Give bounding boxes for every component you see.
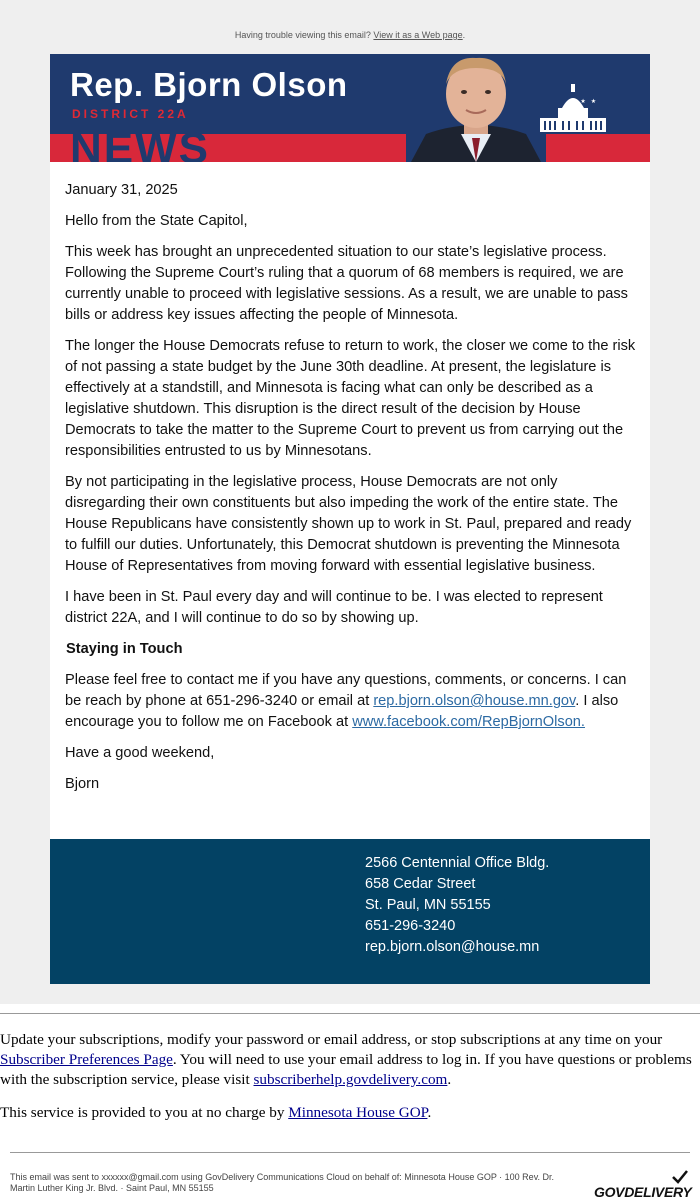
- newsletter-banner: [50, 54, 650, 162]
- staying-in-touch-heading: Staying in Touch: [66, 641, 183, 657]
- letter-closing: Have a good weekend,: [65, 745, 215, 761]
- govdelivery-wordmark: GOVDELIVERY: [594, 1184, 692, 1200]
- letter-signature: Bjorn: [65, 776, 100, 792]
- address-line-city: St. Paul, MN 55155: [365, 897, 491, 913]
- subscriber-help-link[interactable]: subscriberhelp.govdelivery.com: [253, 1071, 448, 1088]
- rep-portrait-photo: [406, 54, 546, 162]
- subscription-paragraph: Update your subscriptions, modify your password or email address, or stop subscriptions at any time on your Subscriber Preferences Page. You will need to use your email address to log in. If you have questions or problems with the subscription service, please visit subscriberhelp.govdelivery.com.: [0, 1031, 692, 1088]
- banner-rep-name: Rep. Bjorn Olson: [70, 66, 348, 103]
- address-line-email: rep.bjorn.olson@house.mn: [365, 939, 540, 955]
- service-paragraph: This service is provided to you at no charge by Minnesota House GOP.: [0, 1104, 432, 1121]
- letter-paragraph-2: The longer the House Democrats refuse to return to work, the closer we come to the risk of not passing a state budget by the June 30th deadline. At present, the legislature is effectively at a standstill, and Minnesota is facing what can only be described as a legislative shutdown. This disruption is the direct result of the decision by House Democrats to take the matter to the Supreme Court to prevent us from carrying out the responsibilities entrusted to us by Minnesotans.: [65, 338, 636, 459]
- contact-paragraph: Please feel free to contact me if you have any questions, comments, or concerns. I can be reach by phone at 651-296-3240 or email at rep.bjorn.olson@house.mn.gov. I also encourage you to follow me on Facebook at www.facebook.com/RepBjornOlson.: [65, 672, 627, 730]
- banner-district: DISTRICT 22A: [72, 107, 189, 121]
- letter-body: [65, 180, 637, 805]
- email-link[interactable]: rep.bjorn.olson@house.mn.gov: [373, 693, 576, 709]
- govdelivery-check-icon: [672, 1170, 688, 1184]
- trouble-viewing-text: Having trouble viewing this email?: [234, 30, 371, 40]
- address-line-street: 658 Cedar Street: [365, 876, 476, 892]
- fine-print-divider: [10, 1152, 690, 1153]
- address-line-building: 2566 Centennial Office Bldg.: [365, 855, 550, 871]
- subscription-section: [0, 1030, 700, 1136]
- office-address: [365, 853, 549, 958]
- govdelivery-logo: [594, 1172, 694, 1200]
- view-web-page-link[interactable]: View it as a Web page: [373, 30, 463, 40]
- newsletter-card: [50, 54, 650, 984]
- subscription-divider: [0, 1013, 700, 1014]
- banner-news-text: NEWS: [70, 124, 210, 162]
- facebook-link[interactable]: www.facebook.com/RepBjornOlson.: [352, 714, 585, 730]
- letter-paragraph-1: This week has brought an unprecedented situation to our state’s legislative process. Following the Supreme Court’s ruling that a quorum of 68 members is required, we are currently unable to proceed with legislative sessions. As a result, we are unable to pass bills or address key issues affecting the people of Minnesota.: [65, 244, 628, 323]
- subscriber-preferences-link[interactable]: Subscriber Preferences Page: [0, 1051, 173, 1068]
- web-view-note: Having trouble viewing this email? View it as a Web page.: [234, 30, 466, 40]
- fine-print: This email was sent to xxxxxx@gmail.com using GovDelivery Communications Cloud on behalf of: Minnesota House GOP · 100 Rev. Dr. Martin Luther King Jr. Blvd. · Saint Paul, MN 55155: [10, 1172, 555, 1193]
- contact-footer: [50, 839, 650, 984]
- letter-paragraph-3: By not participating in the legislative process, House Democrats are not only disregarding their own constituents but also impeding the work of the entire state. The House Republicans have consistently shown up to work in St. Paul, prepared and ready to fulfill our duties. Unfortunately, this Democrat shutdown is preventing the Minnesota House of Representatives from moving forward with essential legislative business.: [65, 474, 632, 574]
- letter-greeting: Hello from the State Capitol,: [65, 213, 248, 229]
- capitol-icon: [538, 80, 608, 134]
- minnesota-house-gop-link[interactable]: Minnesota House GOP: [288, 1104, 428, 1121]
- letter-date: January 31, 2025: [65, 182, 178, 198]
- address-line-phone: 651-296-3240: [365, 918, 456, 934]
- letter-paragraph-4: I have been in St. Paul every day and will continue to be. I was elected to represent district 22A, and I will continue to do so by showing up.: [65, 589, 603, 626]
- capitol-stars-decoration: ★ ★ ★: [570, 99, 597, 105]
